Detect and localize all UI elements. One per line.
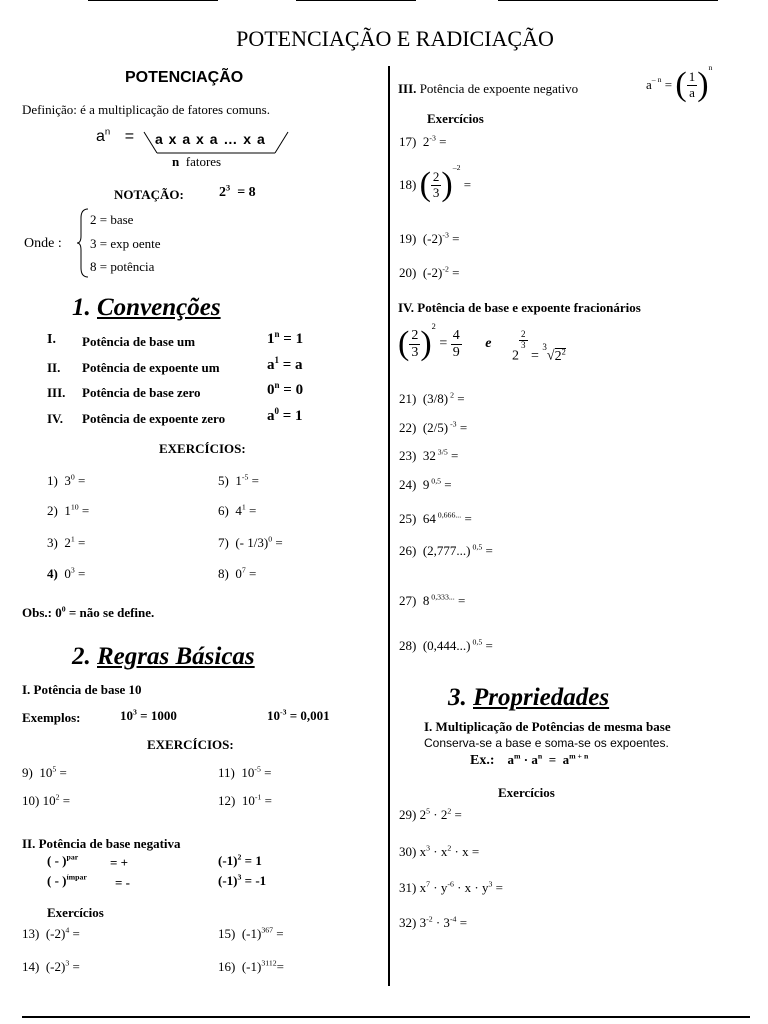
exercise-item: 10) $10^2$ = <box>22 792 71 808</box>
exercise-item: 25) 64 $^{0,666...}$ = <box>399 510 472 526</box>
exercise-item: 4) $0^3$ = <box>47 565 86 581</box>
par-rule: ( - )$^{par}$ <box>47 852 79 868</box>
exercise-item: 9) $10^5$ = <box>22 764 67 780</box>
section-3-heading: 3. Propriedades <box>448 684 610 711</box>
onde-item: 3 = exp oente <box>90 236 161 251</box>
exercise-item: 29) $2^5 \cdot 2^2$ = <box>399 806 462 822</box>
frac-example: ( $\frac{2}{3}$ )$^2$ = $\frac{4}{9}$ e <box>398 322 492 362</box>
column-divider <box>388 66 390 986</box>
exercise-item: 1) $3^0$ = <box>47 472 86 488</box>
onde-brace <box>76 208 90 283</box>
conv-formula: $a^1 = a$ <box>267 355 303 373</box>
conv-text: Potência de base zero <box>82 385 201 400</box>
onde-item: 2 = base <box>90 212 134 227</box>
exercicios-heading: EXERCÍCIOS: <box>159 441 246 456</box>
exemplos-label: Exemplos: <box>22 710 81 725</box>
mult-example: Ex.: $a^m \cdot a^n = a^{m + n}$ <box>470 751 589 768</box>
exercise-item: 30) $x^3 \cdot x^2 \cdot x$ = <box>399 843 480 859</box>
exercise-item: 5) $1^{-5}$ = <box>218 472 259 488</box>
notacao-formula: $2^3 = 8$ <box>219 183 256 200</box>
exercicios-heading: EXERCÍCIOS: <box>147 737 234 752</box>
conv-text: Potência de base um <box>82 334 196 349</box>
impar-rule: ( - )$^{ímpar}$ <box>47 872 87 888</box>
exercise-item: 8) $0^7$ = <box>218 565 257 581</box>
par-rule-result: = + <box>110 855 129 870</box>
exercise-item: 12) $10^{-1}$ = <box>218 792 272 808</box>
base10-heading: I. Potência de base 10 <box>22 682 142 697</box>
conv-formula: $1^n = 1$ <box>267 329 304 347</box>
exercise-item: 14) $(-2)^3$ = <box>22 958 80 974</box>
exercise-item: 17) $2^{-3}$ = <box>399 133 447 149</box>
exemplo-formula: $10^3 = 1000$ <box>120 707 177 723</box>
exercise-item: 28) (0,444...) $^{0,5}$ = <box>399 637 493 653</box>
exercise-item: 13) $(-2)^4$ = <box>22 925 80 941</box>
conv-num: II. <box>47 360 61 375</box>
onde-label: Onde : <box>24 236 62 251</box>
baseneg-heading: II. Potência de base negativa <box>22 836 181 851</box>
exercise-item: 15) $(-1)^{367}$ = <box>218 925 284 941</box>
exercise-item: 31) $x^7 \cdot y^{-6} \cdot x \cdot y^3$ = <box>399 879 504 895</box>
conv-formula: $a^0 = 1$ <box>267 406 303 424</box>
conv-num: III. <box>47 385 66 400</box>
exercise-item: 23) 32 $^{3/5}$ = <box>399 447 459 463</box>
definicao-text: Definição: é a multiplicação de fatores comuns. <box>22 102 270 117</box>
exercise-item: 21) (3/8) $^2$ = <box>399 390 465 406</box>
obs-note: Obs.: $0^0$ = não se define. <box>22 604 155 620</box>
exercicios-heading: Exercícios <box>498 785 555 800</box>
exercise-item: 3) $2^1$ = <box>47 534 86 550</box>
exercicios-heading: Exercícios <box>427 111 484 126</box>
exercise-item: 27) 8 $^{0,333...}$ = <box>399 592 466 608</box>
exercise-item: 6) $4^1$ = <box>218 502 257 518</box>
notacao-label: NOTAÇÃO: <box>114 187 184 202</box>
cut-off-header-fragments <box>60 0 760 3</box>
impar-example: $(-1)^3 = -1$ <box>218 872 267 888</box>
exercise-item: 2) $1^{10}$ = <box>47 502 90 518</box>
exercise-item: 19) $(-2)^{-3}$ = <box>399 230 460 246</box>
onde-item: 8 = potência <box>90 259 155 274</box>
conv-text: Potência de expoente um <box>82 360 220 375</box>
impar-rule-result: = - <box>115 875 130 890</box>
negexp-heading: III. Potência de expoente negativo <box>398 81 579 96</box>
conv-formula: $0^n = 0$ <box>267 380 304 398</box>
an-fatores-label: n fatores <box>172 154 222 169</box>
conv-num: IV. <box>47 411 64 426</box>
frac-heading: IV. Potência de base e expoente fracionários <box>398 300 641 315</box>
exercise-item: 16) $(-1)^{3112}=$ <box>218 958 284 974</box>
conv-num: I. <box>47 332 56 347</box>
exercise-item: 18) ( $\frac{2}{3}$ )$^{-2}$ = <box>399 163 472 204</box>
mult-heading: I. Multiplicação de Potências de mesma base <box>424 719 671 734</box>
an-formula: $a^n$ = <box>96 126 135 145</box>
exercise-item: 22) (2/5) $^{-3}$ = <box>399 419 468 435</box>
exemplo-formula: $10^{-3} = 0,001$ <box>267 707 330 723</box>
exercise-item: 26) (2,777...) $^{0,5}$ = <box>399 542 493 558</box>
bottom-rule <box>22 1016 750 1018</box>
exercicios-heading: Exercícios <box>47 905 104 920</box>
par-example: $(-1)^2 = 1$ <box>218 852 262 868</box>
page-title: POTENCIAÇÃO E RADICIAÇÃO <box>236 26 554 51</box>
exercise-item: 11) $10^{-5}$ = <box>218 764 272 780</box>
section-2-heading: 2. Regras Básicas <box>72 643 255 670</box>
potenciacao-heading: POTENCIAÇÃO <box>125 69 244 86</box>
frac-example-2: 2 $\frac{2}{3}$ = $^3√2^2$ <box>512 329 566 364</box>
mult-rule: Conserva-se a base e soma-se os expoentes. <box>424 736 669 750</box>
exercise-item: 7) (- 1/3)$^0$ = <box>218 534 283 550</box>
conv-text: Potência de expoente zero <box>82 411 226 426</box>
exercise-item: 24) 9 $^{0,5}$ = <box>399 476 452 492</box>
exercise-item: 32) $3^{-2} \cdot 3^{-4}$ = <box>399 914 468 930</box>
exercise-item: 20) $(-2)^{-2}$ = <box>399 264 460 280</box>
negexp-formula: $a^{- n}$ = ( $\frac{1}{a}$ )$^n$ <box>646 63 713 104</box>
section-1-heading: 1. Convenções <box>72 294 221 321</box>
